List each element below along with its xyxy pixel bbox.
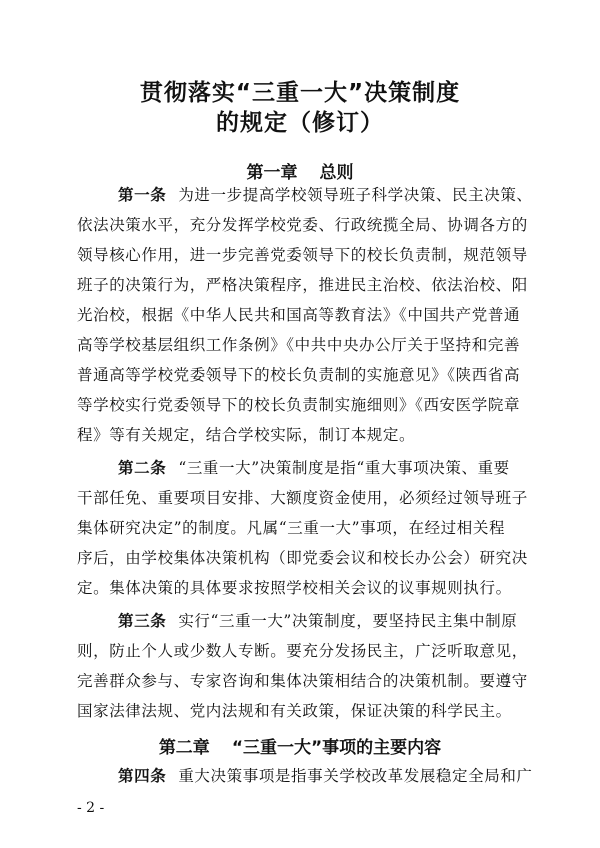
article-4-label: 第四条 — [118, 767, 167, 785]
document-title-line-1: 贯彻落实“三重一大”决策制度 — [139, 80, 461, 106]
article-2-line: 定。集体决策的具体要求按照学校相关会议的议事规则执行。 — [77, 579, 512, 597]
article-1-line: 等学校实行党委领导下的校长负责制实施细则》《西安医学院章 — [77, 396, 521, 414]
article-3-label: 第三条 — [118, 612, 167, 630]
article-1-label: 第一条 — [118, 186, 167, 204]
article-3-line — [118, 609, 523, 631]
article-1-line: 班子的决策行为，严格决策程序，推进民主治校、依法治校、阳 — [77, 276, 528, 294]
article-3-line: 则，防止个人或少数人专断。要充分发扬民主，广泛听取意见， — [77, 642, 528, 660]
article-2-line: 干部任免、重要项目安排、大额度资金使用，必须经过领导班子 — [77, 489, 528, 507]
article-2-label: 第二条 — [118, 459, 167, 477]
chapter-1-number: 第一章 — [246, 163, 298, 183]
article-1-line: 光治校，根据《中华人民共和国高等教育法》《中国共产党普通 — [77, 306, 521, 324]
article-1-line: 程》等有关规定，结合学校实际，制订本规定。 — [77, 426, 416, 444]
document-title-line-2: 的规定（修订） — [216, 110, 384, 136]
article-1-line: 普通高等学校党委领导下的校长负责制的实施意见》《陕西省高 — [77, 366, 521, 384]
article-4-line — [118, 764, 533, 786]
article-2-line: 集体研究决定”的制度。凡属“三重一大”事项，在经过相关程 — [77, 519, 506, 537]
article-1-line: 依法决策水平，充分发挥学校党委、行政统揽全局、协调各方的 — [77, 216, 528, 234]
article-3-line: 完善群众参与、专家咨询和集体决策相结合的决策机制。要遵守 — [77, 672, 528, 690]
article-2-line: 序后，由学校集体决策机构（即党委会议和校长办公会）研究决 — [77, 549, 528, 567]
chapter-2-heading — [0, 733, 600, 758]
chapter-2-number: 第二章 — [158, 738, 210, 758]
article-3-line: 国家法律法规、党内法规和有关政策，保证决策的科学民主。 — [77, 702, 512, 720]
article-1-line: 领导核心作用，进一步完善党委领导下的校长负责制，规范领导 — [77, 246, 528, 264]
article-2-line — [118, 456, 523, 478]
chapter-1-name: 总则 — [319, 163, 354, 183]
article-1-line: 高等学校基层组织工作条例》《中共中央办公厅关于坚持和完善 — [77, 336, 521, 354]
chapter-2-name: “三重一大”事项的主要内容 — [231, 738, 442, 758]
article-text: 为进一步提高学校领导班子科学决策、民主决策、 — [178, 186, 533, 204]
chapter-1-heading — [0, 158, 600, 183]
article-text: 重大决策事项是指事关学校改革发展稳定全局和广 — [178, 767, 533, 785]
page-number: - 2 - — [77, 800, 105, 816]
article-text: “三重一大”决策制度是指“重大事项决策、重要 — [178, 459, 510, 477]
article-1-line — [118, 183, 533, 205]
article-text: 实行“三重一大”决策制度，要坚持民主集中制原 — [178, 612, 518, 630]
